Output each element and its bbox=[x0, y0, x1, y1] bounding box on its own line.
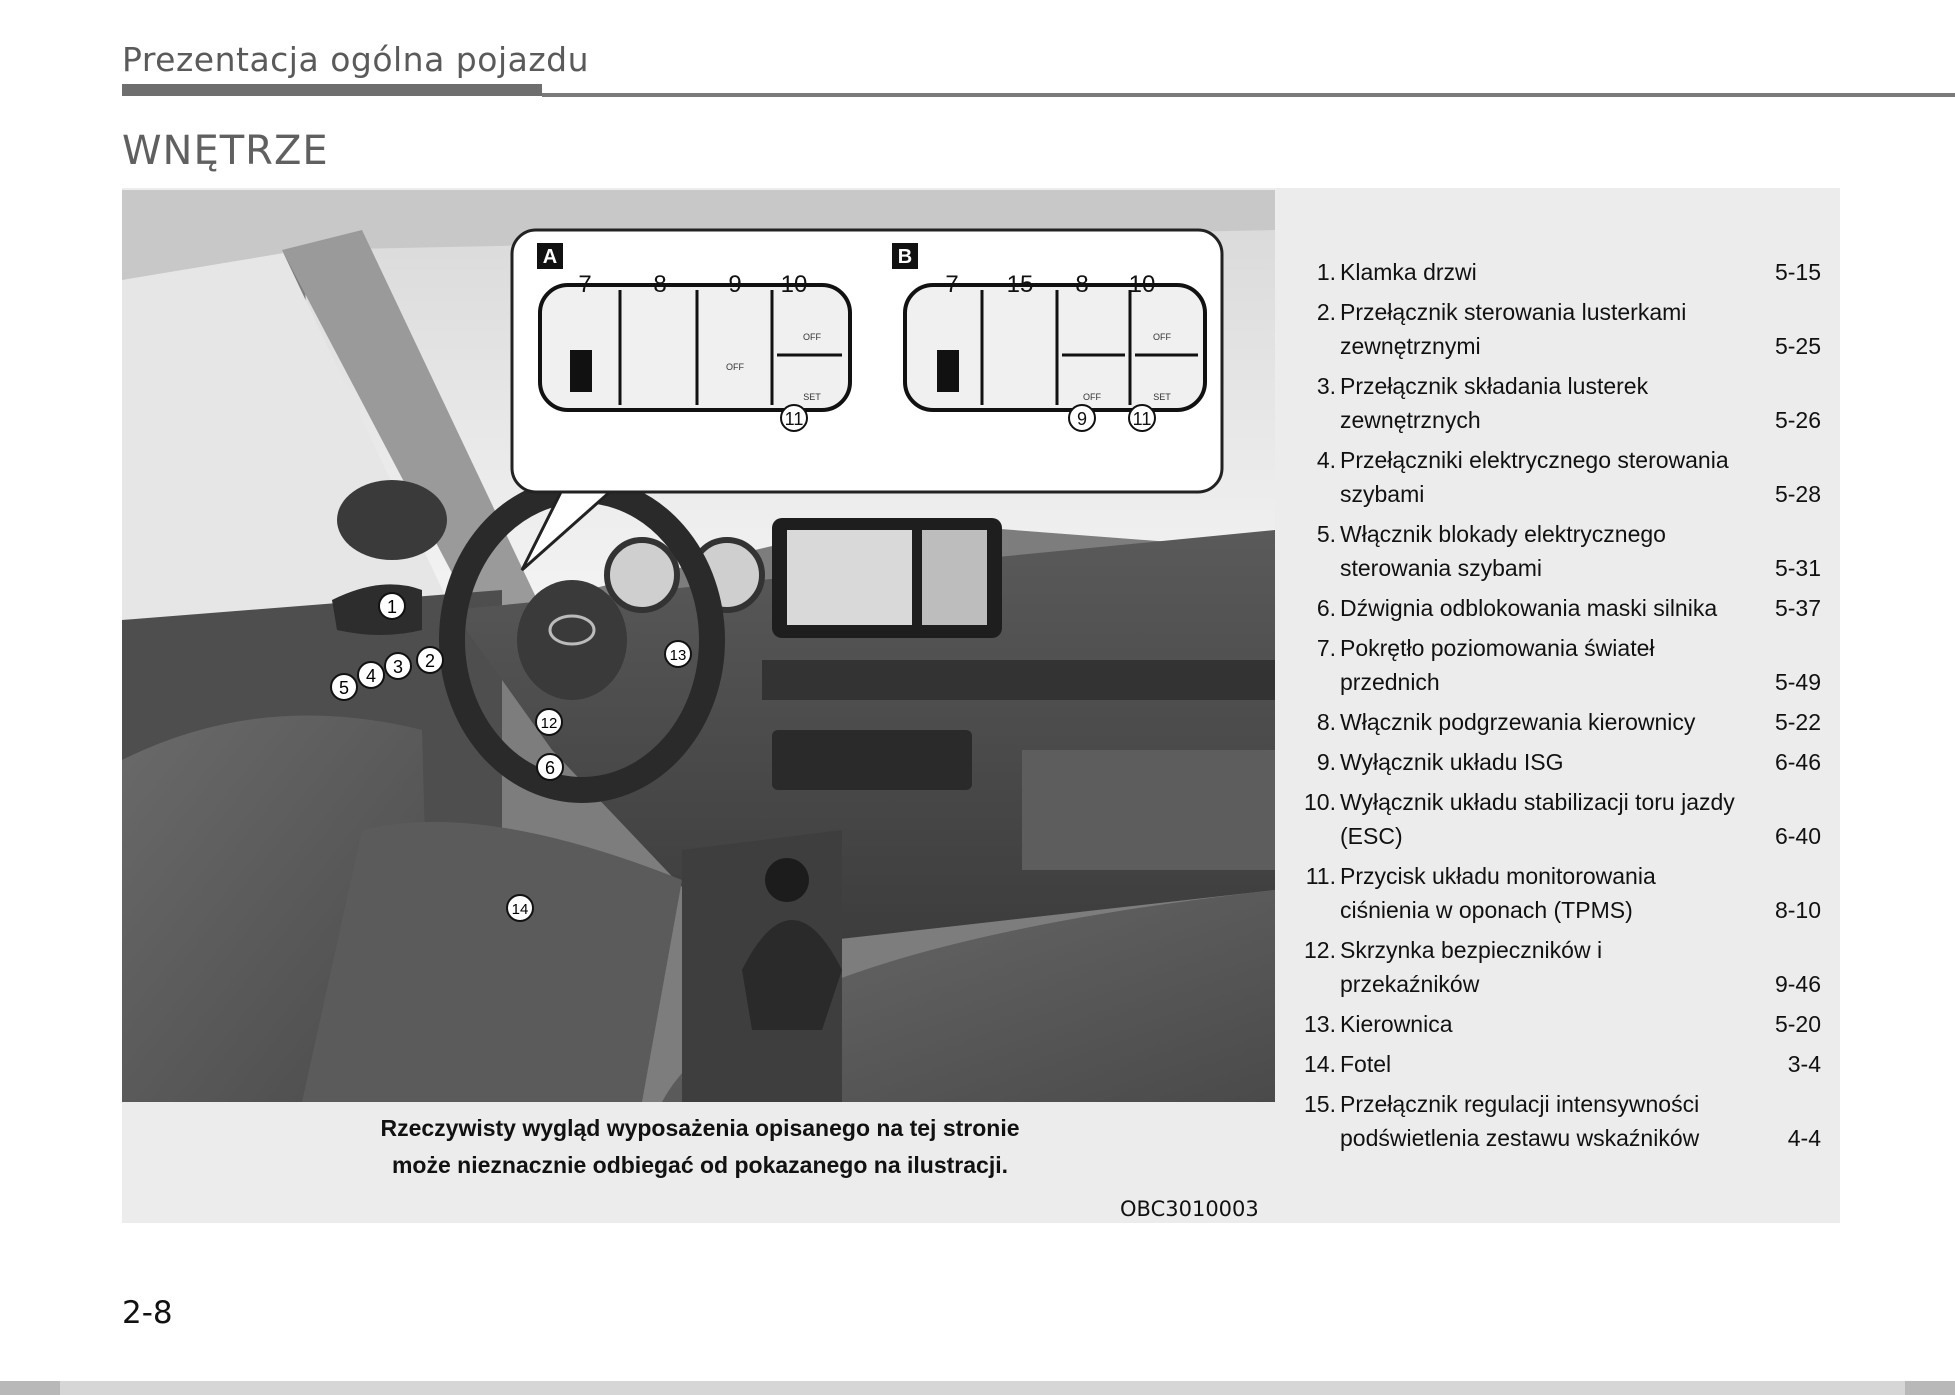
legend-item-number: 8. bbox=[1316, 709, 1336, 735]
num-b-10: 10 bbox=[1128, 271, 1156, 298]
legend-item-number: 14. bbox=[1304, 1051, 1336, 1077]
legend-item-page: 3-4 bbox=[1787, 1051, 1821, 1077]
callout-14 bbox=[507, 895, 533, 921]
callout-12 bbox=[536, 709, 562, 735]
legend-item-text: Fotel bbox=[1340, 1051, 1392, 1077]
legend-item-number: 2. bbox=[1316, 299, 1336, 325]
svg-text:9: 9 bbox=[1076, 409, 1088, 429]
legend-item-page: 5-22 bbox=[1774, 709, 1821, 735]
num-a-10: 10 bbox=[780, 271, 808, 298]
bottom-bar bbox=[0, 1381, 1955, 1395]
legend-item-number: 13. bbox=[1304, 1011, 1336, 1037]
legend-item-number: 12. bbox=[1304, 937, 1336, 963]
callout-5 bbox=[331, 674, 357, 700]
svg-text:13: 13 bbox=[669, 647, 687, 664]
legend-item-text: Klamka drzwi bbox=[1340, 259, 1477, 285]
svg-text:3: 3 bbox=[392, 657, 404, 677]
legend-item-page: 5-25 bbox=[1774, 333, 1821, 359]
svg-text:11: 11 bbox=[784, 409, 804, 429]
image-code: OBC3010003 bbox=[1120, 1197, 1259, 1221]
callout-3 bbox=[385, 653, 411, 679]
legend-item-number: 11. bbox=[1305, 863, 1336, 889]
legend-item-text: Kierownica bbox=[1340, 1011, 1453, 1037]
legend-item-text: Skrzynka bezpieczników i przekaźników bbox=[1340, 937, 1603, 997]
figure-caption bbox=[300, 1110, 1100, 1184]
legend-item bbox=[1296, 591, 1821, 625]
legend-item-text: Włącznik blokady elektrycznego sterowania szybami bbox=[1340, 521, 1666, 581]
legend-item-page: 6-46 bbox=[1774, 749, 1821, 775]
esc-off-label-a: OFF bbox=[803, 332, 821, 342]
legend-item-page: 5-28 bbox=[1774, 481, 1821, 507]
svg-text:14: 14 bbox=[511, 901, 529, 918]
svg-text:6: 6 bbox=[544, 758, 556, 778]
screen-side bbox=[922, 530, 987, 625]
legend-item bbox=[1296, 933, 1821, 1001]
num-b-15: 15 bbox=[1006, 271, 1034, 298]
bottom-bar-right bbox=[1905, 1381, 1955, 1395]
callout-13 bbox=[665, 641, 691, 667]
legend-item bbox=[1296, 859, 1821, 927]
num-b-7: 7 bbox=[945, 271, 959, 298]
legend-item bbox=[1296, 517, 1821, 585]
legend-item bbox=[1296, 443, 1821, 511]
legend-item-page: 5-31 bbox=[1774, 555, 1821, 581]
component-legend bbox=[1296, 255, 1821, 1161]
headlamp-dial-b bbox=[937, 350, 959, 392]
callout-4 bbox=[358, 662, 384, 688]
legend-item bbox=[1296, 255, 1821, 289]
legend-item-number: 6. bbox=[1316, 595, 1336, 621]
svg-text:11: 11 bbox=[1132, 409, 1152, 429]
legend-item-number: 9. bbox=[1316, 749, 1336, 775]
legend-item-page: 5-37 bbox=[1774, 595, 1821, 621]
legend-item-number: 5. bbox=[1316, 521, 1336, 547]
svg-text:12: 12 bbox=[540, 715, 558, 732]
legend-item-text: Przełącznik sterowania lusterkami zewnętrznymi bbox=[1340, 299, 1687, 359]
legend-item-text: Przełącznik regulacji intensywności podświetlenia zestawu wskaźników bbox=[1340, 1091, 1700, 1151]
legend-item-page: 9-46 bbox=[1774, 971, 1821, 997]
num-b-8: 8 bbox=[1075, 271, 1089, 298]
legend-item-number: 4. bbox=[1316, 447, 1336, 473]
svg-text:2: 2 bbox=[424, 651, 436, 671]
legend-item-text: Przełącznik składania lusterek zewnętrznych bbox=[1340, 373, 1649, 433]
tpms-set-label-b: SET bbox=[1153, 392, 1171, 402]
header-rule bbox=[542, 93, 1955, 97]
num-a-8: 8 bbox=[653, 271, 667, 298]
legend-item-number: 3. bbox=[1316, 373, 1336, 399]
legend-item bbox=[1296, 1047, 1821, 1081]
legend-item-page: 5-26 bbox=[1774, 407, 1821, 433]
callout-1 bbox=[379, 593, 405, 619]
seat-cushion bbox=[302, 822, 682, 1102]
glove-box bbox=[1022, 750, 1275, 870]
bottom-bar-left bbox=[0, 1381, 60, 1395]
caption-line-2: może nieznacznie odbiegać od pokazanego na ilustracji. bbox=[391, 1152, 1009, 1178]
esc-off-label-b: OFF bbox=[1153, 332, 1171, 342]
svg-text:1: 1 bbox=[386, 597, 398, 617]
legend-item-page: 5-20 bbox=[1774, 1011, 1821, 1037]
legend-item bbox=[1296, 369, 1821, 437]
page-number: 2-8 bbox=[122, 1295, 173, 1331]
header-bar bbox=[122, 84, 542, 96]
legend-item-page: 5-15 bbox=[1774, 259, 1821, 285]
legend-item-page: 6-40 bbox=[1774, 823, 1821, 849]
page-title: WNĘTRZE bbox=[122, 128, 329, 174]
svg-text:5: 5 bbox=[338, 678, 350, 698]
legend-item-number: 15. bbox=[1304, 1091, 1336, 1117]
legend-item bbox=[1296, 785, 1821, 853]
legend-item-number: 7. bbox=[1316, 635, 1336, 661]
gear-knob bbox=[765, 858, 809, 902]
legend-item bbox=[1296, 705, 1821, 739]
legend-item-text: Wyłącznik układu stabilizacji toru jazdy (ESC) bbox=[1340, 789, 1735, 849]
legend-item-text: Pokrętło poziomowania świateł przednich bbox=[1340, 635, 1655, 695]
tpms-set-label-a: SET bbox=[803, 392, 821, 402]
legend-item bbox=[1296, 631, 1821, 699]
svg-text:4: 4 bbox=[365, 666, 377, 686]
legend-item bbox=[1296, 295, 1821, 363]
callout-6 bbox=[537, 754, 563, 780]
legend-item-text: Przełączniki elektrycznego sterowania szybami bbox=[1340, 447, 1729, 507]
legend-item bbox=[1296, 1007, 1821, 1041]
isg-off-label-a: OFF bbox=[726, 362, 744, 372]
gauge-left bbox=[607, 540, 677, 610]
legend-item-text: Dźwignia odblokowania maski silnika bbox=[1340, 595, 1718, 621]
legend-item-text: Przycisk układu monitorowania ciśnienia w oponach (TPMS) bbox=[1340, 863, 1656, 923]
legend-item bbox=[1296, 745, 1821, 779]
num-a-9: 9 bbox=[728, 271, 742, 298]
legend-item-page: 8-10 bbox=[1774, 897, 1821, 923]
inset-label-a-text: A bbox=[542, 246, 558, 268]
legend-item-text: Wyłącznik układu ISG bbox=[1340, 749, 1564, 775]
vent-strip bbox=[762, 660, 1275, 700]
isg-off-label-b: OFF bbox=[1083, 392, 1101, 402]
legend-item-page: 5-49 bbox=[1774, 669, 1821, 695]
callout-2 bbox=[417, 647, 443, 673]
legend-item-page: 4-4 bbox=[1787, 1125, 1821, 1151]
legend-item bbox=[1296, 1087, 1821, 1155]
climate-panel bbox=[772, 730, 972, 790]
inset-label-b-text: B bbox=[897, 246, 913, 268]
screen-display bbox=[787, 530, 912, 625]
num-a-7: 7 bbox=[578, 271, 592, 298]
caption-line-1: Rzeczywisty wygląd wyposażenia opisanego na tej stronie bbox=[380, 1115, 1020, 1141]
legend-item-text: Włącznik podgrzewania kierownicy bbox=[1340, 709, 1696, 735]
headlamp-dial-a bbox=[570, 350, 592, 392]
steering-hub bbox=[517, 580, 627, 700]
legend-item-number: 1. bbox=[1316, 259, 1336, 285]
interior-illustration bbox=[122, 190, 1275, 1102]
section-header: Prezentacja ogólna pojazdu bbox=[122, 40, 590, 79]
legend-item-number: 10. bbox=[1304, 789, 1336, 815]
side-mirror bbox=[337, 480, 447, 560]
